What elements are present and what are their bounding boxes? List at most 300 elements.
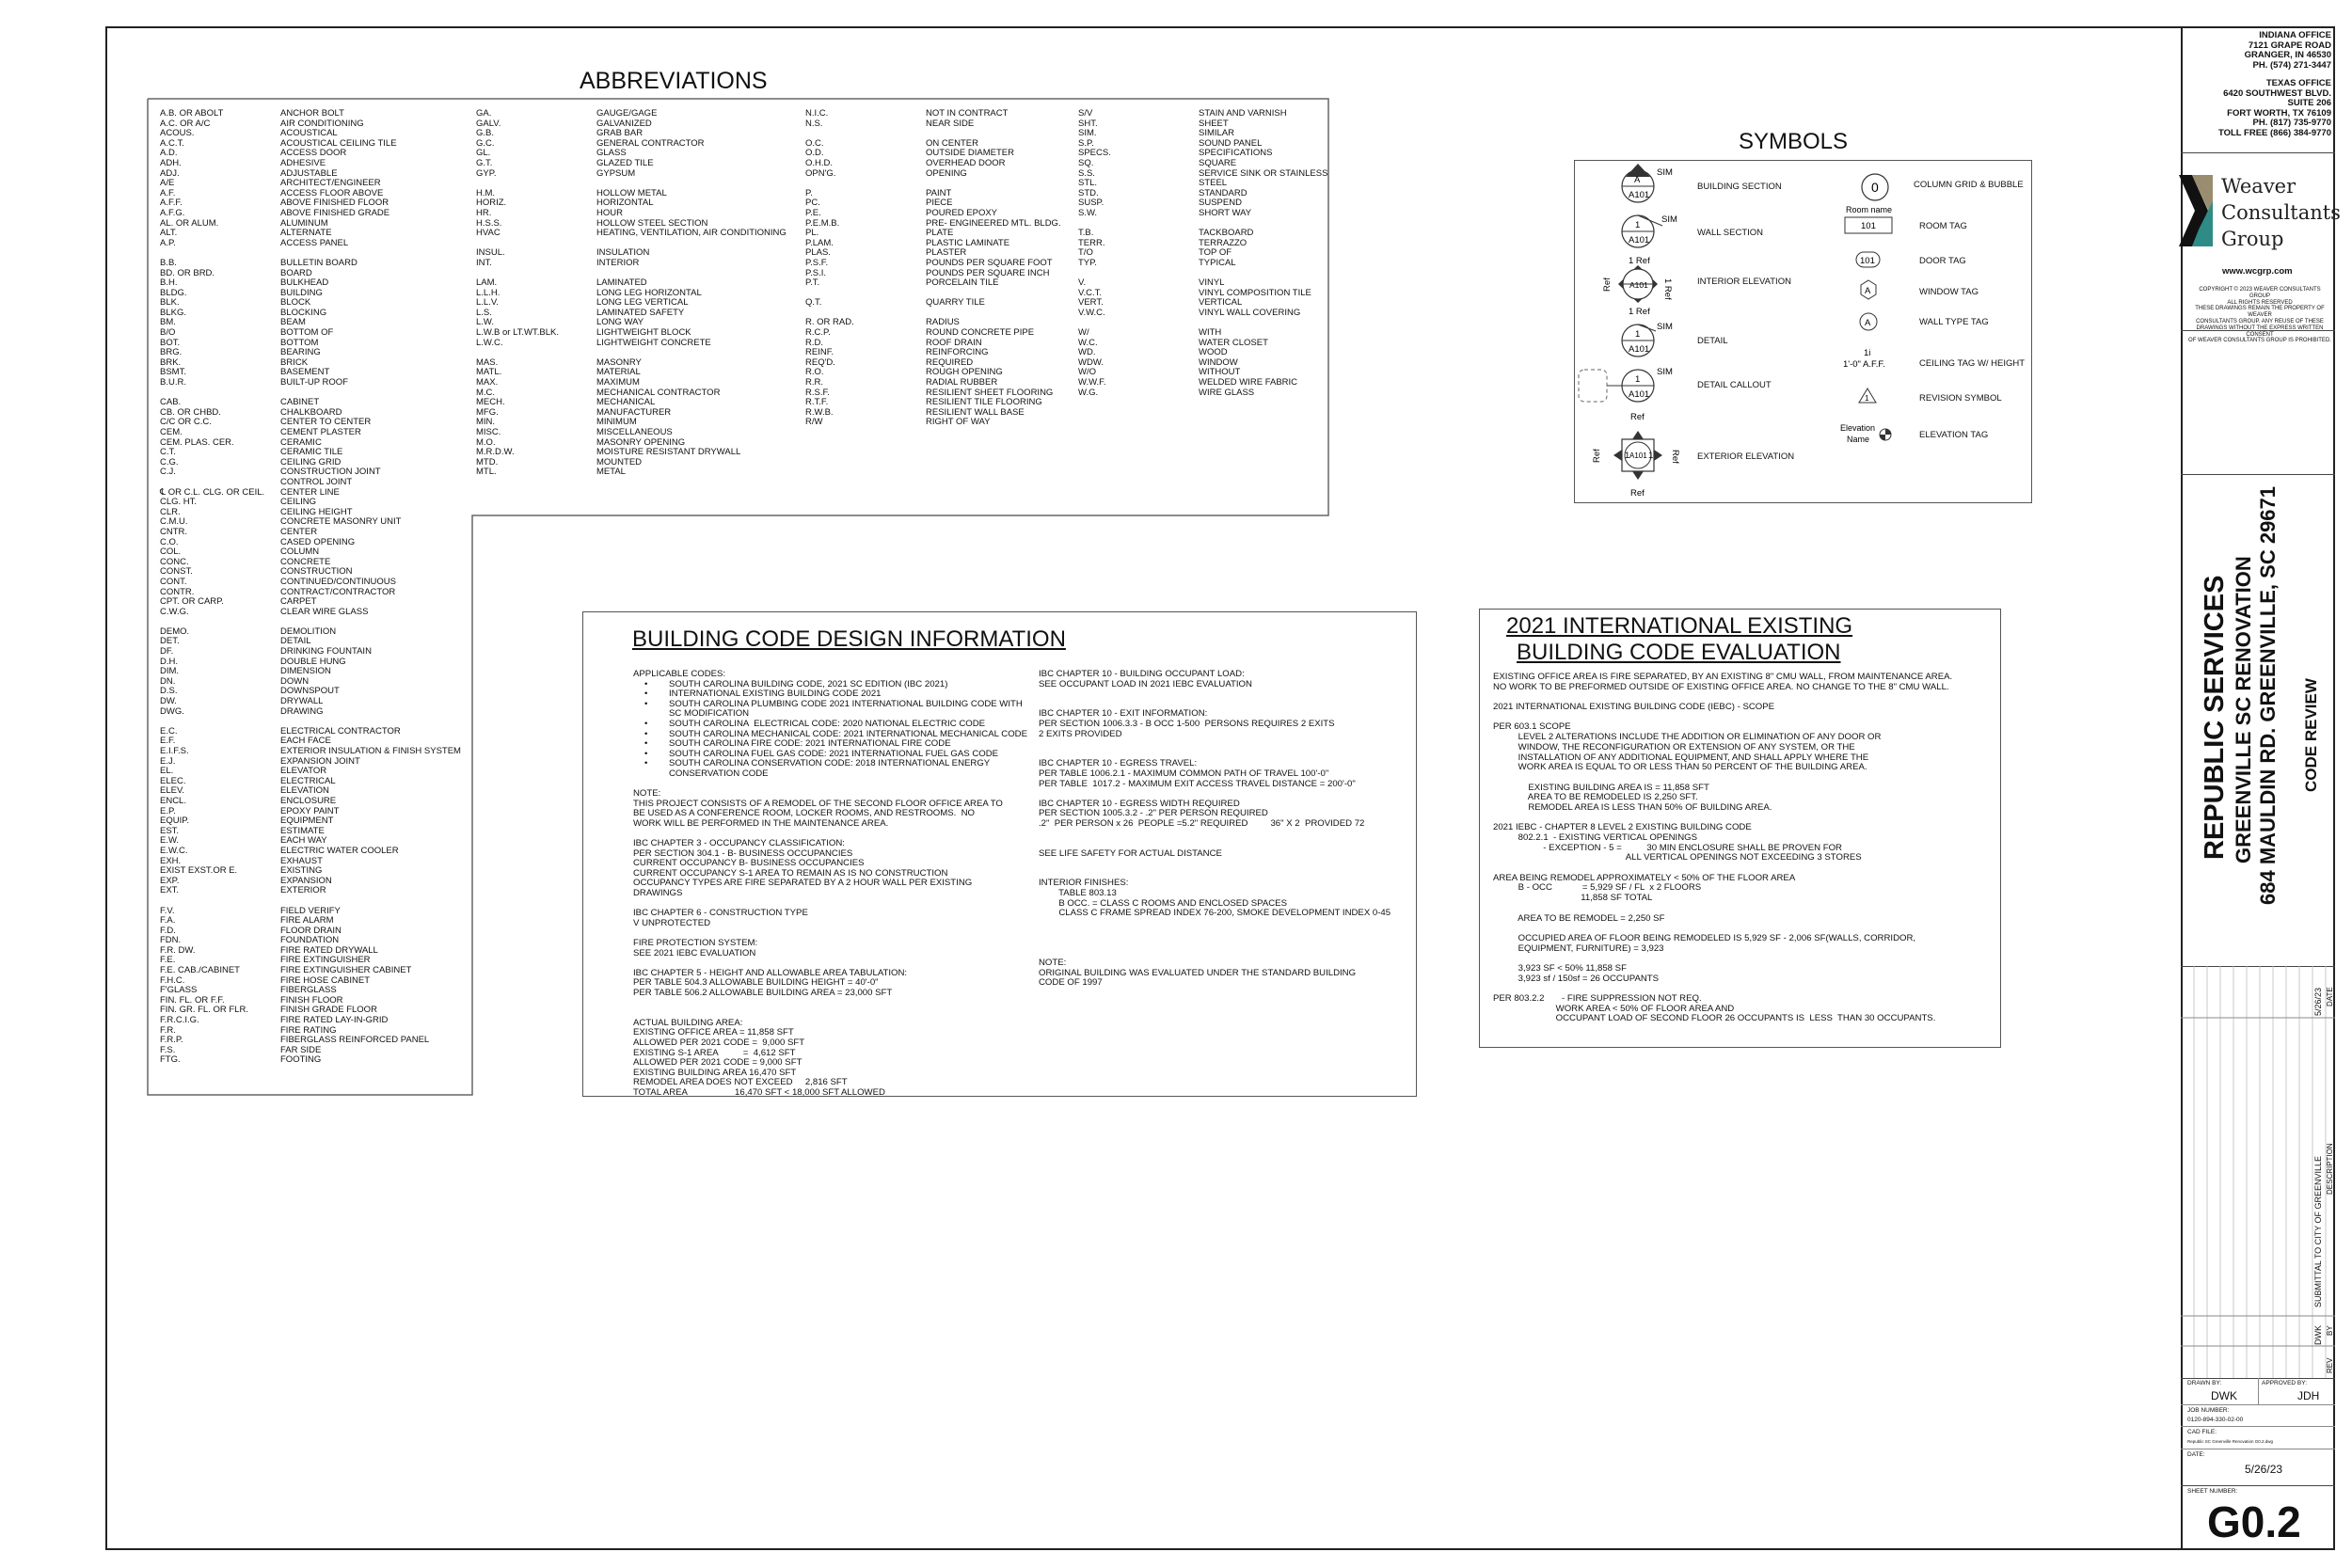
address-line: DRAWINGS WITHOUT THE EXPRESS WRITTEN CONSENT <box>2196 325 2324 338</box>
abbreviation-meaning: CEILING <box>280 497 317 508</box>
text-line: • INTERNATIONAL EXISTING BUILDING CODE 2021 <box>633 689 1027 700</box>
revision-description-label: DESCRIPTION <box>2326 1143 2334 1195</box>
abbreviation-code: MAX. <box>476 377 499 388</box>
abbreviation-meaning: CABINET <box>280 397 320 408</box>
abbreviation-code: MFG. <box>476 406 499 418</box>
text-line: BE USED AS A CONFERENCE ROOM, LOCKER ROOMS, AND RESTROOMS. NO <box>633 808 976 819</box>
abbreviation-code: E.I.F.S. <box>160 746 189 756</box>
abbreviation-code: A.C.T. <box>160 137 184 149</box>
abbreviation-meaning: ACCESS FLOOR ABOVE <box>280 187 384 198</box>
abbreviation-code: D.S. <box>160 686 178 697</box>
text-line: PER SECTION 1006.3.3 - B OCC 1-500 PERSONS REQUIRES 2 EXITS <box>1039 718 1335 729</box>
abbreviation-code: H.M. <box>476 187 496 198</box>
abbreviation-code: TYP. <box>1078 257 1097 268</box>
svg-text:A101: A101 <box>1629 190 1650 200</box>
abbreviation-code: N.S. <box>805 118 823 129</box>
abbreviation-code: FIN. GR. FL. OR FLR. <box>160 1005 248 1016</box>
abbreviation-meaning: FAR SIDE <box>280 1044 322 1055</box>
abbreviation-code: R.W.B. <box>805 406 834 418</box>
abbreviation-meaning: TACKBOARD <box>1199 228 1254 239</box>
abbreviation-meaning: FIRE RATING <box>280 1024 337 1036</box>
text-line: WINDOW, THE RECONFIGURATION OR EXTENSION OF ANY SYSTEM, OR THE <box>1493 741 1855 752</box>
abbreviation-meaning: STEEL <box>1199 178 1228 189</box>
abbreviation-code: EXH. <box>160 855 182 866</box>
text-line: DRAWINGS <box>633 888 683 899</box>
text-line: NOTE: <box>1039 958 1067 969</box>
abbreviation-meaning: ELECTRIC WATER COOLER <box>280 845 399 856</box>
abbreviation-code: B.B. <box>160 257 177 268</box>
text-line: 11,858 SF TOTAL <box>1493 893 1653 904</box>
project-address: 684 MAULDIN RD. GREENVILLE, SC 29671 <box>2256 485 2280 905</box>
text-line: PER SECTION 304.1 - B- BUSINESS OCCUPANCIES <box>633 847 853 859</box>
abbreviation-meaning: GRAB BAR <box>596 128 644 139</box>
svg-text:1 Ref: 1 Ref <box>1629 256 1650 266</box>
abbreviation-code: ENCL. <box>160 795 186 806</box>
text-line <box>1039 949 1391 959</box>
abbreviation-code: V. <box>1078 277 1087 289</box>
logo-line-2: Consultants <box>2221 201 2341 224</box>
abbreviation-meaning: METAL <box>596 467 626 478</box>
drawn-approved-divider <box>2258 1378 2259 1404</box>
abbreviation-meaning: HOUR <box>596 207 623 218</box>
symbols-title: SYMBOLS <box>1739 129 1849 154</box>
abbreviation-code: L.W.C. <box>476 337 503 348</box>
abbreviation-meaning: SHEET <box>1199 118 1229 129</box>
abbreviation-code: M.C. <box>476 387 496 398</box>
sheet-number: G0.2 <box>2207 1497 2301 1546</box>
abbreviation-code: W.C. <box>1078 337 1098 348</box>
abbreviation-code: A.C. OR A/C <box>160 118 211 129</box>
text-line: PER SECTION 1005.3.2 - .2" PER PERSON REQUIRED <box>1039 808 1268 819</box>
abbreviation-meaning: BRICK <box>280 356 309 368</box>
abbreviation-code: MIN. <box>476 417 496 428</box>
abbreviation-code: F.E. <box>160 955 176 966</box>
text-line: EQUIPMENT, FURNITURE) = 3,923 <box>1493 942 1664 954</box>
address-line: OF WEAVER CONSULTANTS GROUP IS PROHIBITED. <box>2188 338 2331 344</box>
building-section-symbol <box>1622 164 1673 202</box>
abbreviation-code: C.T. <box>160 447 176 458</box>
text-line: EXISTING OFFICE AREA IS FIRE SEPARATED, BY AN EXISTING 8" CMU WALL, FROM MAINTENANCE AREA. <box>1493 672 1953 682</box>
abbreviation-meaning: CONSTRUCTION <box>280 566 353 578</box>
abbreviation-meaning: TERRAZZO <box>1199 237 1248 248</box>
abbreviation-meaning: DOUBLE HUNG <box>280 656 346 667</box>
text-line: AREA BEING REMODEL APPROXIMATELY < 50% OF THE FLOOR AREA <box>1493 872 1796 883</box>
svg-text:Ref: Ref <box>1602 277 1613 292</box>
abbreviation-meaning: MOUNTED <box>596 456 643 467</box>
address-line: 7121 GRAPE ROAD <box>2248 40 2331 51</box>
abbreviation-code: EQUIP. <box>160 816 189 827</box>
project-subtitle: GREENVILLE SC RENOVATION <box>2232 556 2255 863</box>
abbreviation-meaning: CONCRETE MASONRY UNIT <box>280 516 402 528</box>
abbreviation-meaning: CEMENT PLASTER <box>280 427 361 437</box>
revision-date-label: DATE <box>2326 987 2334 1006</box>
abbreviation-meaning: GYPSUM <box>596 167 636 179</box>
text-line: EXISTING BUILDING AREA IS = 11,858 SFT <box>1493 782 1709 793</box>
weaver-logo-mark <box>2179 175 2217 260</box>
abbreviation-code: DWG. <box>160 705 184 717</box>
abbreviation-code: FDN. <box>160 935 182 946</box>
abbreviation-code: S.S. <box>1078 167 1095 179</box>
abbreviation-meaning: CONSTRUCTION JOINT <box>280 467 381 478</box>
abbreviation-code: P.E. <box>805 207 821 218</box>
abbreviation-code: E.P. <box>160 805 176 816</box>
symbol-label-wall-section: WALL SECTION <box>1697 228 1764 238</box>
abbreviation-code: O.H.D. <box>805 157 834 168</box>
address-line: CONSULTANTS GROUP. ANY REUSE OF THESE <box>2196 318 2324 325</box>
text-line: AREA TO BE REMODELED IS 2,250 SFT. <box>1493 792 1698 803</box>
text-line: OCCUPANT LOAD OF SECOND FLOOR 26 OCCUPANTS IS LESS THAN 30 OCCUPANTS. <box>1493 1013 1936 1024</box>
abbreviation-code: MTL. <box>476 467 497 478</box>
abbreviation-code: EL. <box>160 766 174 777</box>
text-line: THIS PROJECT CONSISTS OF A REMODEL OF THE SECOND FLOOR OFFICE AREA TO <box>633 798 1003 809</box>
abbreviation-code: CAB. <box>160 397 182 408</box>
text-line: ALL VERTICAL OPENINGS NOT EXCEEDING 3 STORES <box>1493 852 1862 863</box>
text-line: 3,923 sf / 150sf = 26 OCCUPANTS <box>1493 973 1660 984</box>
abbreviation-meaning: TYPICAL <box>1199 257 1236 268</box>
text-line: V UNPROTECTED <box>633 917 711 928</box>
text-line: INSTALLATION OF ANY ADDITIONAL EQUIPMENT, AND SHALL APPLY WHERE THE <box>1493 752 1869 763</box>
text-line: SC MODIFICATION <box>669 708 750 720</box>
address-line: ALL RIGHTS RESERVED <box>2227 299 2293 306</box>
abbreviation-code: GA. <box>476 108 492 119</box>
abbreviation-meaning: ROOF DRAIN <box>926 337 982 348</box>
text-line: • SOUTH CAROLINA CONSERVATION CODE: 2018 INTERNATIONAL ENERGY <box>633 759 1027 769</box>
abbreviation-code: BLKG. <box>160 307 186 318</box>
abbreviation-code: R.C.P. <box>805 327 831 339</box>
abbreviation-code: PLAS. <box>805 247 831 259</box>
abbreviation-meaning: RADIAL RUBBER <box>926 377 998 388</box>
text-line <box>1039 859 1391 869</box>
text-line: 3,923 SF < 50% 11,858 SF <box>1493 962 1627 974</box>
abbreviation-meaning: BUILDING <box>280 287 323 298</box>
svg-text:1'-0" A.F.F.: 1'-0" A.F.F. <box>1843 359 1885 370</box>
abbreviation-code: A.F.F. <box>160 198 183 209</box>
abbreviation-meaning: PORCELAIN TILE <box>926 277 999 289</box>
abbreviation-code: T.B. <box>1078 228 1094 239</box>
abbreviation-code: T/O <box>1078 247 1093 259</box>
text-line: SEE LIFE SAFETY FOR ACTUAL DISTANCE <box>1039 847 1222 859</box>
abbreviation-meaning: FIRE RATED LAY-IN-GRID <box>280 1015 389 1026</box>
abbreviation-meaning: WIRE GLASS <box>1199 387 1255 398</box>
text-line: • SOUTH CAROLINA FUEL GAS CODE: 2021 INTERNATIONAL FUEL GAS CODE <box>633 750 1027 760</box>
abbreviation-code: F.R.C.I.G. <box>160 1015 199 1026</box>
abbreviation-meaning: DRAWING <box>280 705 324 717</box>
abbreviation-code: BM. <box>160 317 176 328</box>
abbreviation-code: B.H. <box>160 277 178 289</box>
abbreviation-meaning: MISCELLANEOUS <box>596 427 673 437</box>
abbreviation-code: F.A. <box>160 915 176 927</box>
drawn-by-value: DWK <box>2211 1389 2237 1402</box>
abbreviation-meaning: BASEMENT <box>280 367 330 378</box>
text-line: AREA TO BE REMODEL = 2,250 SF <box>1493 912 1665 924</box>
iebc-evaluation-text <box>1493 673 1952 1024</box>
approved-by-label: APPROVED BY: <box>2262 1380 2308 1386</box>
abbreviation-meaning: EXISTING <box>280 865 323 877</box>
text-line: ALLOWED PER 2021 CODE = 9,000 SFT <box>633 1057 803 1069</box>
text-line: CODE OF 1997 <box>1039 977 1103 989</box>
abbreviation-code: EXIST EXST.OR E. <box>160 865 238 877</box>
abbreviation-code: GYP. <box>476 167 497 179</box>
abbreviation-meaning: CONCRETE <box>280 556 331 567</box>
abbreviation-code: LAM. <box>476 277 498 289</box>
abbreviation-code: G.T. <box>476 157 493 168</box>
abbreviations-title: ABBREVIATIONS <box>580 68 768 94</box>
abbreviation-meaning: FIBERGLASS <box>280 985 337 996</box>
abbreviation-meaning: CEILING HEIGHT <box>280 506 353 517</box>
abbreviation-code: F.H.C. <box>160 974 185 986</box>
detail-symbol <box>1622 322 1673 356</box>
abbreviation-meaning: PLASTIC LAMINATE <box>926 237 1010 248</box>
abbreviation-meaning: ACOUSTICAL CEILING TILE <box>280 137 397 149</box>
wall-section-symbol <box>1622 214 1677 247</box>
symbol-label-building-section: BUILDING SECTION <box>1697 182 1782 192</box>
abbreviation-meaning: GAUGE/GAGE <box>596 108 658 119</box>
abbreviation-meaning: REQUIRED <box>926 356 974 368</box>
abbreviation-meaning: ELEVATION <box>280 785 329 797</box>
text-line: 2021 INTERNATIONAL EXISTING BUILDING CODE (IEBC) - SCOPE <box>1493 702 1775 713</box>
abbreviation-code: CONTR. <box>160 586 195 597</box>
svg-text:Room name: Room name <box>1846 205 1893 214</box>
svg-text:1: 1 <box>1635 329 1641 340</box>
abbreviation-code: MAS. <box>476 356 499 368</box>
abbreviation-code: ELEV. <box>160 785 185 797</box>
abbreviation-meaning: SUSPEND <box>1199 198 1242 209</box>
abbreviation-code: R.O. <box>805 367 824 378</box>
abbreviation-meaning: SHORT WAY <box>1199 207 1252 218</box>
abbreviation-meaning: LIGHTWEIGHT CONCRETE <box>596 337 711 348</box>
abbreviation-meaning: CONTINUED/CONTINUOUS <box>280 576 396 587</box>
abbreviation-code: C.M.U. <box>160 516 188 528</box>
abbreviation-meaning: CONTRACT/CONTRACTOR <box>280 586 396 597</box>
abbreviation-code: EXT. <box>160 885 180 896</box>
abbreviation-meaning: DRYWALL <box>280 696 324 707</box>
svg-text:A101: A101 <box>1629 235 1650 245</box>
abbreviation-code: M.R.D.W. <box>476 447 515 458</box>
text-line: IBC CHAPTER 5 - HEIGHT AND ALLOWABLE AREA TABULATION: <box>633 967 908 978</box>
abbreviation-code: F.R. DW. <box>160 944 196 956</box>
abbreviation-code: FIN. FL. OR F.F. <box>160 994 225 1006</box>
text-line: LEVEL 2 ALTERATIONS INCLUDE THE ADDITION OR ELIMINATION OF ANY DOOR OR <box>1493 732 1882 743</box>
abbreviation-code: W/O <box>1078 367 1096 378</box>
abbreviation-code: GL. <box>476 148 491 159</box>
symbol-label-window-tag: WINDOW TAG <box>1919 287 1979 297</box>
abbreviation-meaning: CONTROL JOINT <box>280 476 353 487</box>
iebc-title-line-2: BUILDING CODE EVALUATION <box>1517 640 1841 665</box>
abbreviation-meaning: FIBERGLASS REINFORCED PANEL <box>280 1035 430 1046</box>
abbreviation-meaning: FIRE HOSE CABINET <box>280 974 371 986</box>
abbreviation-code: O.C. <box>805 137 824 149</box>
text-line <box>1039 928 1391 939</box>
abbreviation-code: C/C OR C.C. <box>160 417 212 428</box>
symbol-label-detail-callout: DETAIL CALLOUT <box>1697 380 1772 390</box>
abbreviation-meaning: LIGHTWEIGHT BLOCK <box>596 327 691 339</box>
abbreviation-meaning: PLATE <box>926 228 954 239</box>
abbreviation-code: MATL. <box>476 367 502 378</box>
abbreviation-code: GALV. <box>476 118 501 129</box>
address-line: INDIANA OFFICE <box>2259 30 2331 40</box>
abbreviation-meaning: CHALKBOARD <box>280 406 342 418</box>
abbreviation-meaning: CENTER LINE <box>280 486 340 498</box>
building-code-design-title: BUILDING CODE DESIGN INFORMATION <box>632 626 1066 652</box>
text-line: EXISTING S-1 AREA = 4,612 SFT <box>633 1047 796 1058</box>
project-name: REPUBLIC SERVICES <box>2200 575 2230 860</box>
abbreviation-code: Q.T. <box>805 297 822 309</box>
abbreviation-meaning: POUNDS PER SQUARE FOOT <box>926 257 1053 268</box>
svg-text:A101: A101 <box>1629 389 1650 400</box>
symbol-label-exterior-elevation: EXTERIOR ELEVATION <box>1697 451 1795 462</box>
symbol-label-elevation-tag: ELEVATION TAG <box>1919 430 1989 440</box>
website[interactable]: www.wcgrp.com <box>2222 266 2293 277</box>
abbreviation-code: SUSP. <box>1078 198 1104 209</box>
abbreviation-meaning: FIRE EXTINGUISHER <box>280 955 371 966</box>
abbreviation-meaning: EXPANSION <box>280 875 332 886</box>
abbreviation-code: SQ. <box>1078 157 1094 168</box>
svg-text:A: A <box>1865 286 1871 296</box>
abbreviation-code: R/W <box>805 417 823 428</box>
abbreviation-meaning: FOUNDATION <box>280 935 340 946</box>
text-line <box>633 780 1027 790</box>
abbreviation-meaning: BOTTOM OF <box>280 327 334 339</box>
abbreviation-code: REINF. <box>805 347 834 358</box>
text-line: SEE 2021 IEBC EVALUATION <box>633 947 756 958</box>
iebc-title-line-1: 2021 INTERNATIONAL EXISTING <box>1506 613 1853 639</box>
texas-office-address <box>2218 79 2331 138</box>
text-line: CURRENT OCCUPANCY S-1 AREA TO REMAIN AS IS NO CONSTRUCTION <box>633 867 948 879</box>
text-line: - EXCEPTION - 5 = 30 MIN ENCLOSURE SHALL BE PROVEN FOR <box>1493 842 1842 853</box>
revision-description: SUBMITTAL TO CITY OF GREENVILLE <box>2313 1155 2323 1307</box>
abbreviation-code: VERT. <box>1078 297 1104 309</box>
text-line: APPLICABLE CODES: <box>633 669 726 679</box>
abbreviation-meaning: POURED EPOXY <box>926 207 998 218</box>
abbreviation-code: V.C.T. <box>1078 287 1102 298</box>
abbreviation-meaning: CERAMIC <box>280 436 322 448</box>
abbreviation-code: HR. <box>476 207 492 218</box>
abbreviation-meaning: MECHANICAL <box>596 397 656 408</box>
text-line: IBC CHAPTER 10 - BUILDING OCCUPANT LOAD: <box>1039 669 1245 679</box>
abbreviation-code: C.G. <box>160 456 179 467</box>
abbreviation-meaning: MASONRY OPENING <box>596 436 686 448</box>
abbreviation-code: HVAC <box>476 228 501 239</box>
svg-text:Name: Name <box>1847 435 1870 444</box>
abbreviation-code: COL. <box>160 546 182 558</box>
abbreviation-code: PL. <box>805 228 819 239</box>
abbreviation-meaning: ALUMINUM <box>280 217 328 229</box>
abbreviation-code: CPT. OR CARP. <box>160 596 224 608</box>
abbreviation-meaning: ELECTRICAL CONTRACTOR <box>280 725 401 736</box>
drawn-row-divider <box>2181 1404 2335 1405</box>
abbreviation-meaning: OVERHEAD DOOR <box>926 157 1006 168</box>
abbreviation-meaning: GENERAL CONTRACTOR <box>596 137 705 149</box>
text-line: • SOUTH CAROLINA PLUMBING CODE 2021 INTERNATIONAL BUILDING CODE WITH <box>633 700 1027 710</box>
abbreviation-code: BLDG. <box>160 287 187 298</box>
abbreviation-meaning: WOOD <box>1199 347 1228 358</box>
abbreviation-meaning: INTERIOR <box>596 257 640 268</box>
text-line <box>1493 773 1952 784</box>
abbreviation-meaning: ALTERNATE <box>280 228 332 239</box>
indiana-office-address <box>2245 31 2331 71</box>
abbreviation-code: D.H. <box>160 656 178 667</box>
abbreviation-meaning: BEARING <box>280 347 321 358</box>
abbreviation-meaning: BUILT-UP ROOF <box>280 377 348 388</box>
address-line: SUITE 206 <box>2287 98 2331 108</box>
abbreviation-code: E.J. <box>160 755 176 767</box>
abbreviation-meaning: NEAR SIDE <box>926 118 975 129</box>
abbreviation-meaning: BLOCK <box>280 297 311 309</box>
abbreviation-meaning: DOWN <box>280 675 310 687</box>
abbreviation-code: P.T. <box>805 277 820 289</box>
building-code-right-text <box>1039 670 1391 989</box>
abbreviation-meaning: SPECIFICATIONS <box>1199 148 1273 159</box>
abbreviation-meaning: VINYL COMPOSITION TILE <box>1199 287 1311 298</box>
abbreviation-meaning: MECHANICAL CONTRACTOR <box>596 387 721 398</box>
symbol-label-ceiling-tag: CEILING TAG W/ HEIGHT <box>1919 358 2026 369</box>
abbreviation-code: F.D. <box>160 925 176 936</box>
abbreviation-code: P.LAM. <box>805 237 834 248</box>
svg-text:1: 1 <box>1648 451 1654 461</box>
text-line: IBC CHAPTER 6 - CONSTRUCTION TYPE <box>633 908 808 919</box>
abbreviation-meaning: RADIUS <box>926 317 960 328</box>
abbreviation-code: CONC. <box>160 556 189 567</box>
abbreviation-code: E.W. <box>160 835 180 847</box>
abbreviation-meaning: FIRE EXTINGUISHER CABINET <box>280 965 412 976</box>
abbreviation-code: L.W.B or LT.WT.BLK. <box>476 327 559 339</box>
abbreviation-code: WDW. <box>1078 356 1104 368</box>
sheet-number-label: SHEET NUMBER: <box>2187 1488 2238 1495</box>
text-line: EXISTING OFFICE AREA = 11,858 SFT <box>633 1027 794 1038</box>
address-line: TOLL FREE (866) 384-9770 <box>2217 127 2331 138</box>
abbreviation-code: WD. <box>1078 347 1096 358</box>
abbreviation-meaning: HOLLOW METAL <box>596 187 667 198</box>
abbreviation-code: E.W.C. <box>160 845 188 856</box>
abbreviation-code: S/V <box>1078 108 1093 119</box>
abbreviation-code: DN. <box>160 675 176 687</box>
text-line: WORK AREA < 50% OF FLOOR AREA AND <box>1493 1003 1735 1014</box>
abbreviation-meaning: QUARRY TILE <box>926 297 985 309</box>
abbreviation-code: G.C. <box>476 137 495 149</box>
abbreviation-meaning: FIRE ALARM <box>280 915 334 927</box>
abbreviation-meaning: ARCHITECT/ENGINEER <box>280 178 381 189</box>
revision-by: DWK <box>2313 1325 2323 1345</box>
abbreviation-code: ACOUS. <box>160 128 195 139</box>
abbreviation-meaning: DEMOLITION <box>280 626 337 637</box>
abbreviation-meaning: GALVANIZED <box>596 118 652 129</box>
text-line: • SOUTH CAROLINA BUILDING CODE, 2021 SC EDITION (IBC 2021) <box>633 680 1027 690</box>
abbreviation-code: TERR. <box>1078 237 1105 248</box>
text-line: TABLE 803.13 <box>1039 888 1117 899</box>
svg-text:SIM: SIM <box>1657 322 1673 332</box>
svg-text:101: 101 <box>1860 256 1875 266</box>
text-line: SEE OCCUPANT LOAD IN 2021 IEBC EVALUATION <box>1039 678 1252 689</box>
abbreviation-meaning: HORIZONTAL <box>596 198 654 209</box>
text-line: ALLOWED PER 2021 CODE = 9,000 SFT <box>633 1037 805 1048</box>
abbreviation-code: MTD. <box>476 456 499 467</box>
abbreviation-code: W.G. <box>1078 387 1099 398</box>
text-line: 2 EXITS PROVIDED <box>1039 728 1122 739</box>
abbreviation-meaning: POUNDS PER SQUARE INCH <box>926 267 1050 278</box>
abbreviation-meaning: BULKHEAD <box>280 277 329 289</box>
svg-text:1: 1 <box>1635 374 1641 385</box>
svg-text:SIM: SIM <box>1661 214 1677 225</box>
text-line: REMODEL AREA DOES NOT EXCEED 2,816 SFT <box>633 1077 848 1088</box>
abbreviation-code: F.E. CAB./CABINET <box>160 965 240 976</box>
svg-text:1i: 1i <box>1864 348 1871 358</box>
abbreviation-meaning: SERVICE SINK OR STAINLESS <box>1199 167 1328 179</box>
abbreviation-meaning: MASONRY <box>596 356 642 368</box>
abbreviation-code: CB. OR CHBD. <box>160 406 221 418</box>
text-line: PER 803.2.2 - FIRE SUPPRESSION NOT REQ. <box>1493 993 1702 1004</box>
abbreviation-meaning: LAMINATED SAFETY <box>596 307 685 318</box>
abbreviation-code: CONST. <box>160 566 193 578</box>
